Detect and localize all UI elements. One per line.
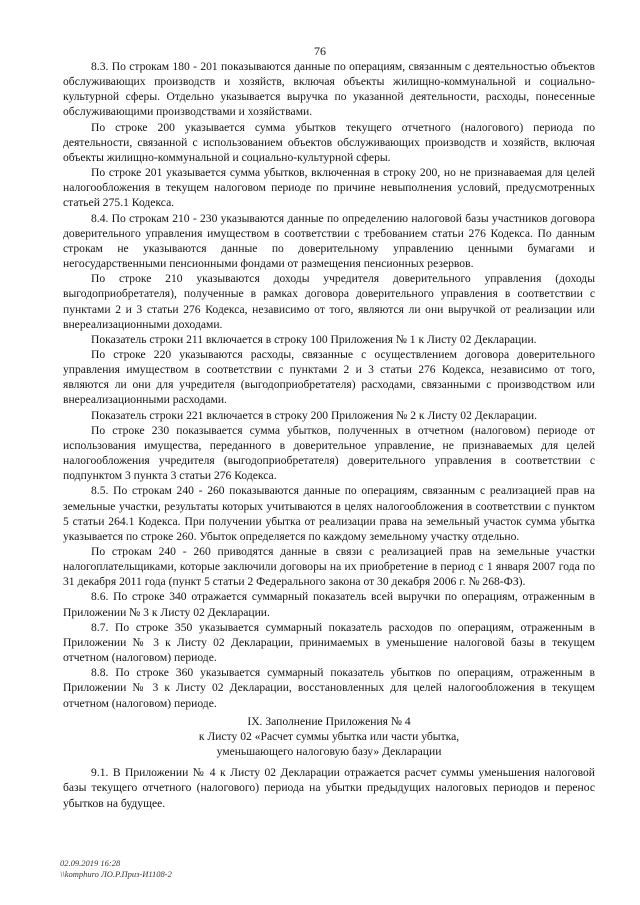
section-heading-line-3: уменьшающего налоговую базу» Декларации — [216, 745, 442, 759]
page-number: 76 — [314, 44, 326, 58]
paragraph-line-211: Показатель строки 211 включается в строку 100 Приложения № 1 к Листу 02 Декларации. — [91, 332, 537, 346]
paragraph-9-1: 9.1. В Приложении № 4 к Листу 02 Декларации отражается расчет суммы уменьшения налоговой базы текущего отчетного (налогового) периода на убытки предыдущих налоговых периодов и перенос убытков на будущее. — [63, 766, 595, 810]
section-heading-line-2: к Листу 02 «Расчет суммы убытка или части убытка, — [198, 729, 460, 743]
paragraph-line-221: Показатель строки 221 включается в строку 200 Приложения № 2 к Листу 02 Декларации. — [91, 408, 537, 422]
footer-timestamp: 02.09.2019 16:28 — [60, 858, 121, 868]
paragraph-8-7: 8.7. По строке 350 указывается суммарный показатель расходов по операциям, отраженным в Приложении № 3 к Листу 02 Декларации, принимаемых в уменьшение налоговой базы в текущем отчетном (налоговом) периоде. — [63, 620, 595, 665]
paragraph-lines-240-260: По строкам 240 - 260 приводятся данные в связи с реализацией прав на земельные участки налогоплательщиками, которые заключили договоры на их приобретение в период с 1 января 2007 года по 31 декабря 2011 года (пункт 5 статьи 2 Федерального закона от 30 декабря 2006 г. № 268-ФЗ). — [63, 545, 595, 589]
paragraph-8-6: 8.6. По строке 340 отражается суммарный показатель всей выручки по операциям, отраженным в Приложении № 3 к Листу 02 Декларации. — [63, 590, 595, 619]
paragraph-line-201: По строке 201 указывается сумма убытков, включенная в строку 200, но не признаваемая для целей налогообложения в текущем налоговом периоде по причине невыполнения условий, предусмотренных статьей 275.1 Кодекса. — [63, 166, 595, 210]
paragraph-8-5: 8.5. По строкам 240 - 260 показываются данные по операциям, связанным с реализацией прав на земельные участки, результаты которых учитываются в целях налогообложения в соответствии с пунктом 5 статьи 264.1 Кодекса. При получении убытка от реализации права на земельный участок сумма убытка указывается по строке 260. Убыток определяется по каждому земельному участку отдельно. — [63, 484, 595, 543]
paragraph-8-3: 8.3. По строкам 180 - 201 показываются данные по операциям, связанным с деятельностью объектов обслуживающих производств и хозяйств, включая объекты жилищно-коммунальной и социально-культурной сферы. Отдельно указывается выручка по указанной деятельности, расходы, понесенные обслуживающими производствами и хозяйствами. — [63, 60, 595, 119]
paragraph-line-210: По строке 210 указываются доходы учредителя доверительного управления (доходы выгодоприобретателя), полученные в рамках договора доверительного управления в соответствии с пунктами 2 и 3 статьи 276 Кодекса, независимо от того, являются ли они выручкой от реализации или внереализационными доходами. — [63, 272, 595, 331]
paragraph-line-220: По строке 220 указываются расходы, связанные с осуществлением договора доверительного управления имуществом в соответствии с пунктами 2 и 3 статьи 276 Кодекса, независимо от того, являются ли они для учредителя (выгодоприобретателя) расходами, связанными с производством или внереализационными расходами. — [63, 347, 595, 407]
paragraph-line-230: По строке 230 показывается сумма убытков, полученных в отчетном (налоговом) периоде от использования имущества, переданного в доверительное управление, не признаваемых для целей налогообложения учредителя (выгодоприобретателя) доверительного управления в соответствии с подпунктом 3 пункта 3 статьи 276 Кодекса. — [63, 423, 595, 483]
section-heading-line-1: IX. Заполнение Приложения № 4 — [247, 714, 411, 728]
footer-stamp — [60, 858, 172, 880]
footer-file-path: \\komphuro ЛО.Р.Приз-И1108-2 — [60, 869, 172, 879]
paragraph-line-200: По строке 200 указывается сумма убытков текущего отчетного (налогового) периода по деятельности, связанной с использованием объектов обслуживающих производств и хозяйств, включая объекты жилищно-коммунальной и социально-культурной сферы. — [63, 120, 595, 164]
document-body — [63, 59, 595, 811]
paragraph-8-8: 8.8. По строке 360 указывается суммарный показатель убытков по операциям, отраженным в Приложении № 3 к Листу 02 Декларации, восстановленных для целей налогообложения в текущем отчетном (налоговом) периоде. — [63, 666, 595, 710]
paragraph-8-4: 8.4. По строкам 210 - 230 указываются данные по определению налоговой базы участников договора доверительного управления имуществом в соответствии с требованием статьи 276 Кодекса. По данным строкам не указываются данные по доверительному управлению ценными бумагами и негосударственными пенсионными фондами от размещения пенсионных резервов. — [63, 211, 595, 271]
